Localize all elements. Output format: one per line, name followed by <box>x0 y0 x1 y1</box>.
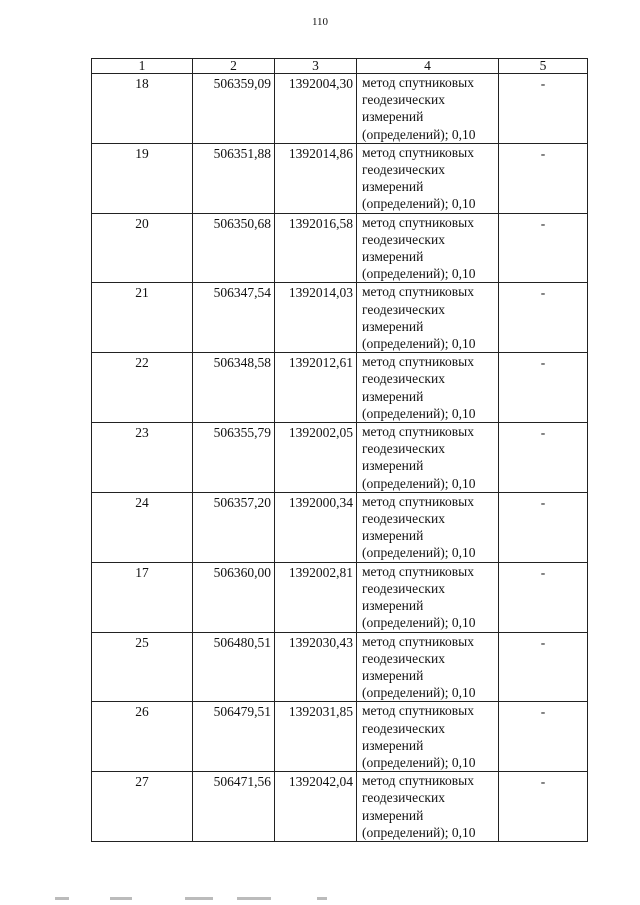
method-cell <box>357 423 499 493</box>
column-header-1: 1 <box>92 59 193 74</box>
point-number-cell-text: 24 <box>135 494 149 510</box>
point-number-cell-text: 19 <box>135 145 149 161</box>
column-header-5: 5 <box>499 59 588 74</box>
method-line: метод спутниковых <box>362 563 474 579</box>
x-coordinate-cell <box>193 74 275 144</box>
method-line: (определений); 0,10 <box>362 754 476 770</box>
y-coordinate-cell <box>275 772 357 842</box>
description-cell-text: - <box>540 215 546 231</box>
method-line: (определений); 0,10 <box>362 336 476 352</box>
x-coordinate-cell-text: 506360,00 <box>213 564 271 580</box>
table-row <box>92 562 588 632</box>
method-line: геодезических <box>362 371 445 387</box>
x-coordinate-cell <box>193 772 275 842</box>
point-number-cell-text: 21 <box>135 285 149 301</box>
point-number-cell <box>92 143 193 213</box>
x-coordinate-cell <box>193 702 275 772</box>
point-number-cell <box>92 492 193 562</box>
scan-footer-marks <box>55 897 355 901</box>
method-line: геодезических <box>362 580 445 596</box>
y-coordinate-cell-text: 1392004,30 <box>288 76 353 91</box>
x-coordinate-cell <box>193 213 275 283</box>
y-coordinate-cell <box>275 562 357 632</box>
method-line: измерений <box>362 807 424 823</box>
point-number-cell-text: 22 <box>135 355 149 371</box>
method-line: измерений <box>362 249 424 265</box>
x-coordinate-cell <box>193 283 275 353</box>
table-row <box>92 423 588 493</box>
description-cell <box>499 772 588 842</box>
point-number-cell-text: 18 <box>135 76 149 91</box>
method-line: метод спутниковых <box>362 703 474 719</box>
method-cell <box>357 772 499 842</box>
method-cell <box>357 283 499 353</box>
x-coordinate-cell-text: 506357,20 <box>213 494 271 510</box>
method-line: геодезических <box>362 92 445 108</box>
description-cell <box>499 632 588 702</box>
x-coordinate-cell-text: 506350,68 <box>213 215 271 231</box>
description-cell <box>499 283 588 353</box>
y-coordinate-cell-text: 1392014,86 <box>288 145 353 161</box>
method-line: геодезических <box>362 441 445 457</box>
description-cell <box>499 492 588 562</box>
method-cell <box>357 353 499 423</box>
column-header-2: 2 <box>193 59 275 74</box>
page-number: 110 <box>311 16 329 28</box>
y-coordinate-cell-text: 1392016,58 <box>288 215 353 231</box>
method-line: метод спутниковых <box>362 214 474 230</box>
x-coordinate-cell-text: 506480,51 <box>213 634 271 650</box>
table-row <box>92 353 588 423</box>
point-number-cell <box>92 772 193 842</box>
x-coordinate-cell-text: 506348,58 <box>213 355 271 371</box>
method-line: измерений <box>362 109 424 125</box>
method-line: (определений); 0,10 <box>362 475 476 491</box>
y-coordinate-cell <box>275 213 357 283</box>
method-line: геодезических <box>362 301 445 317</box>
description-cell <box>499 562 588 632</box>
y-coordinate-cell <box>275 492 357 562</box>
method-line: геодезических <box>362 790 445 806</box>
method-line: геодезических <box>362 162 445 178</box>
description-cell <box>499 353 588 423</box>
method-cell <box>357 213 499 283</box>
method-line: метод спутниковых <box>362 633 474 649</box>
method-line: метод спутниковых <box>362 773 474 789</box>
table-row <box>92 632 588 702</box>
column-header-3: 3 <box>275 59 357 74</box>
method-line: (определений); 0,10 <box>362 266 476 282</box>
y-coordinate-cell-text: 1392002,05 <box>288 425 353 441</box>
x-coordinate-cell-text: 506347,54 <box>213 285 271 301</box>
description-cell <box>499 74 588 144</box>
y-coordinate-cell-text: 1392002,81 <box>288 564 353 580</box>
description-cell-text: - <box>540 145 546 161</box>
y-coordinate-cell <box>275 423 357 493</box>
y-coordinate-cell <box>275 353 357 423</box>
table-row <box>92 492 588 562</box>
method-line: (определений); 0,10 <box>362 196 476 212</box>
y-coordinate-cell-text: 1392042,04 <box>288 774 353 790</box>
x-coordinate-cell-text: 506479,51 <box>213 704 271 720</box>
method-line: (определений); 0,10 <box>362 405 476 421</box>
point-number-cell <box>92 702 193 772</box>
description-cell-text: - <box>540 774 546 790</box>
y-coordinate-cell <box>275 632 357 702</box>
method-line: метод спутниковых <box>362 493 474 509</box>
x-coordinate-cell <box>193 562 275 632</box>
y-coordinate-cell <box>275 74 357 144</box>
description-cell-text: - <box>540 634 546 650</box>
description-cell-text: - <box>540 704 546 720</box>
description-cell <box>499 213 588 283</box>
point-number-cell-text: 27 <box>135 774 149 790</box>
method-line: (определений); 0,10 <box>362 545 476 561</box>
table-row <box>92 283 588 353</box>
table-header-row <box>92 59 588 74</box>
point-number-cell-text: 25 <box>135 634 149 650</box>
point-number-cell <box>92 74 193 144</box>
method-line: геодезических <box>362 231 445 247</box>
method-line: измерений <box>362 318 424 334</box>
method-line: геодезических <box>362 650 445 666</box>
description-cell-text: - <box>540 494 546 510</box>
x-coordinate-cell-text: 506471,56 <box>213 774 271 790</box>
x-coordinate-cell-text: 506359,09 <box>213 76 271 91</box>
x-coordinate-cell-text: 506351,88 <box>213 145 271 161</box>
point-number-cell <box>92 632 193 702</box>
point-number-cell <box>92 423 193 493</box>
method-line: измерений <box>362 388 424 404</box>
point-number-cell-text: 26 <box>135 704 149 720</box>
point-number-cell <box>92 562 193 632</box>
y-coordinate-cell <box>275 143 357 213</box>
method-line: геодезических <box>362 720 445 736</box>
description-cell <box>499 143 588 213</box>
table-row <box>92 74 588 144</box>
description-cell <box>499 702 588 772</box>
y-coordinate-cell-text: 1392012,61 <box>288 355 353 371</box>
table-row <box>92 702 588 772</box>
y-coordinate-cell-text: 1392031,85 <box>288 704 353 720</box>
description-cell <box>499 423 588 493</box>
x-coordinate-cell <box>193 423 275 493</box>
method-cell <box>357 143 499 213</box>
x-coordinate-cell <box>193 632 275 702</box>
method-line: (определений); 0,10 <box>362 824 476 840</box>
point-number-cell <box>92 353 193 423</box>
method-cell <box>357 74 499 144</box>
method-line: измерений <box>362 179 424 195</box>
method-line: (определений); 0,10 <box>362 126 476 142</box>
method-line: измерений <box>362 737 424 753</box>
method-line: метод спутниковых <box>362 284 474 300</box>
column-header-4: 4 <box>357 59 499 74</box>
point-number-cell-text: 20 <box>135 215 149 231</box>
table-row <box>92 772 588 842</box>
method-line: метод спутниковых <box>362 75 474 90</box>
point-number-cell-text: 17 <box>135 564 149 580</box>
method-cell <box>357 632 499 702</box>
x-coordinate-cell <box>193 143 275 213</box>
method-line: (определений); 0,10 <box>362 615 476 631</box>
table-row <box>92 143 588 213</box>
y-coordinate-cell-text: 1392014,03 <box>288 285 353 301</box>
point-number-cell <box>92 213 193 283</box>
method-cell <box>357 492 499 562</box>
x-coordinate-cell <box>193 492 275 562</box>
method-line: измерений <box>362 667 424 683</box>
method-line: метод спутниковых <box>362 354 474 370</box>
method-line: метод спутниковых <box>362 424 474 440</box>
description-cell-text: - <box>540 425 546 441</box>
point-number-cell <box>92 283 193 353</box>
y-coordinate-cell <box>275 702 357 772</box>
method-line: метод спутниковых <box>362 144 474 160</box>
method-line: измерений <box>362 528 424 544</box>
x-coordinate-cell <box>193 353 275 423</box>
method-line: (определений); 0,10 <box>362 685 476 701</box>
description-cell-text: - <box>540 564 546 580</box>
description-cell-text: - <box>540 285 546 301</box>
y-coordinate-cell <box>275 283 357 353</box>
y-coordinate-cell-text: 1392000,34 <box>288 494 353 510</box>
description-cell-text: - <box>540 355 546 371</box>
point-number-cell-text: 23 <box>135 425 149 441</box>
description-cell-text: - <box>540 76 546 91</box>
method-line: измерений <box>362 598 424 614</box>
method-cell <box>357 562 499 632</box>
method-cell <box>357 702 499 772</box>
method-line: геодезических <box>362 511 445 527</box>
coordinates-table <box>91 58 588 842</box>
table-row <box>92 213 588 283</box>
x-coordinate-cell-text: 506355,79 <box>213 425 271 441</box>
method-line: измерений <box>362 458 424 474</box>
y-coordinate-cell-text: 1392030,43 <box>288 634 353 650</box>
table-body <box>92 74 588 842</box>
